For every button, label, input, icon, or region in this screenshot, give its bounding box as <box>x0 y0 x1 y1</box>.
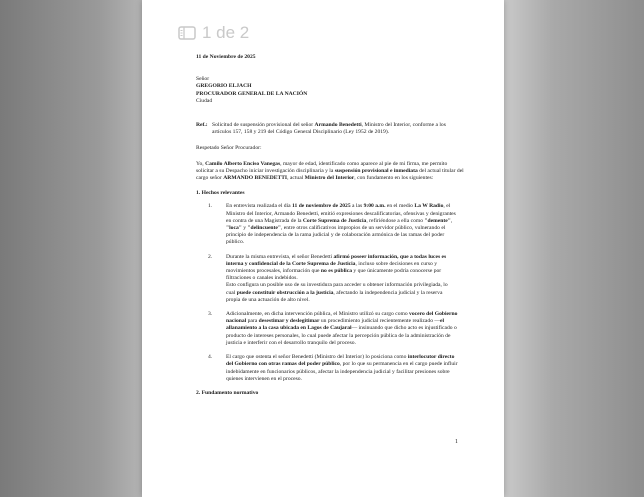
section-heading-legal-basis: 2. Fundamento normativo <box>196 389 259 396</box>
greeting: Respetado Señor Procurador: <box>196 145 262 152</box>
list-item <box>196 311 464 347</box>
letter-content <box>196 54 464 403</box>
list-item <box>196 354 464 383</box>
list-item-text: En entrevista realizada el día 11 de noviembre de 2025 a las 9:00 a.m. en el medio La W Radio, el Ministro del Interior, Armando Benedetti, emitió expresiones descalificatorias, ofensivas y denigrantes en contra de una Magistrada de la Corte Suprema de Justicia, refiriéndose a ella como "demente", "loca" y "delincuente", entre otros calificativos impropios de un servidor público, vulnerando el principio de independencia de la rama judicial y de colaboración armónica de las ramas del poder público. <box>226 203 456 246</box>
letter-date: 11 de Noviembre de 2025 <box>196 54 256 60</box>
reference-block <box>196 122 464 136</box>
viewer-background-right <box>504 0 644 497</box>
list-item-number: 3. <box>208 311 213 318</box>
addressee-position: PROCURADOR GENERAL DE LA NACIÓN <box>196 90 308 97</box>
list-item-number: 4. <box>208 354 213 361</box>
addressee-city: Ciudad <box>196 97 213 104</box>
list-item-text: Adicionalmente, en dicha intervención pública, el Ministro utilizó su cargo como vocero del Gobierno nacional para desestimar y deslegitimar un procedimiento judicial recientemente realizado —el allanamiento a la casa ubicada en Lagos de Caujaral— insinuando que dicho acto es injustificado o producto de intereses personales, lo cual puede afectar la percepción pública de la administración de justicia e interferir con el desarrollo tranquilo del proceso. <box>226 311 458 346</box>
page-indicator-text: 1 de 2 <box>202 23 250 42</box>
addressee-salutation: Señor <box>196 76 210 83</box>
document-page[interactable] <box>142 0 504 497</box>
page-indicator[interactable] <box>178 21 249 45</box>
list-item <box>196 254 464 304</box>
page-list-icon <box>178 26 196 40</box>
page-number: 1 <box>455 439 458 445</box>
list-item <box>196 203 464 246</box>
intro-paragraph: Yo, Camilo Alberto Enciso Vanegas, mayor de edad, identificado como aparece al pie de mi firma, me permito solicitar a su Despacho iniciar investigación disciplinaria y la suspensión provisional e inmediata del actual titular del cargo señor ARMANDO BENEDETTI, actual Ministro del Interior, con fundamento en los siguientes: <box>196 160 464 182</box>
reference-text: Solicitud de suspensión provisional del señor Armando Benedetti, Ministro del Interior, conforme a los artículos 157, 158 y 219 del Código General Disciplinario (Ley 1952 de 2019). <box>212 122 446 136</box>
section-heading-facts: 1. Hechos relevantes <box>196 190 245 197</box>
addressee-block <box>196 76 464 105</box>
list-item-number: 1. <box>208 203 213 210</box>
reference-label: Ref.: <box>196 122 208 129</box>
viewer-background-left <box>0 0 142 497</box>
list-item-text: El cargo que ostenta el señor Benedetti (Ministro del Interior) lo posiciona como interlocutor directo del Gobierno con otras ramas del poder público, por lo que su permanencia en el cargo puede influir indebidamente en funcionarios públicos, afectar la independencia judicial y facilitar presiones sobre quienes intervienen en el proceso. <box>226 354 458 382</box>
list-item-number: 2. <box>208 253 213 260</box>
addressee-name: GREGORIO ELJACH <box>196 83 252 90</box>
list-item-text: Durante la misma entrevista, el señor Benedetti afirmó poseer información, que a todas luces es interna y confidencial de la Corte Suprema de Justicia, incluso sobre decisiones en curso y movimientos procesales, información que no es pública y que únicamente podría conocerse por filtraciones o canales indebidos. Esto configura un posible uso de su investidura para acceder u obtener información privilegiada, lo cual puede constituir obstrucción a la justicia, afectando la independencia judicial y la reserva propia de una actuación de alto nivel. <box>226 253 448 303</box>
facts-list <box>196 203 464 382</box>
